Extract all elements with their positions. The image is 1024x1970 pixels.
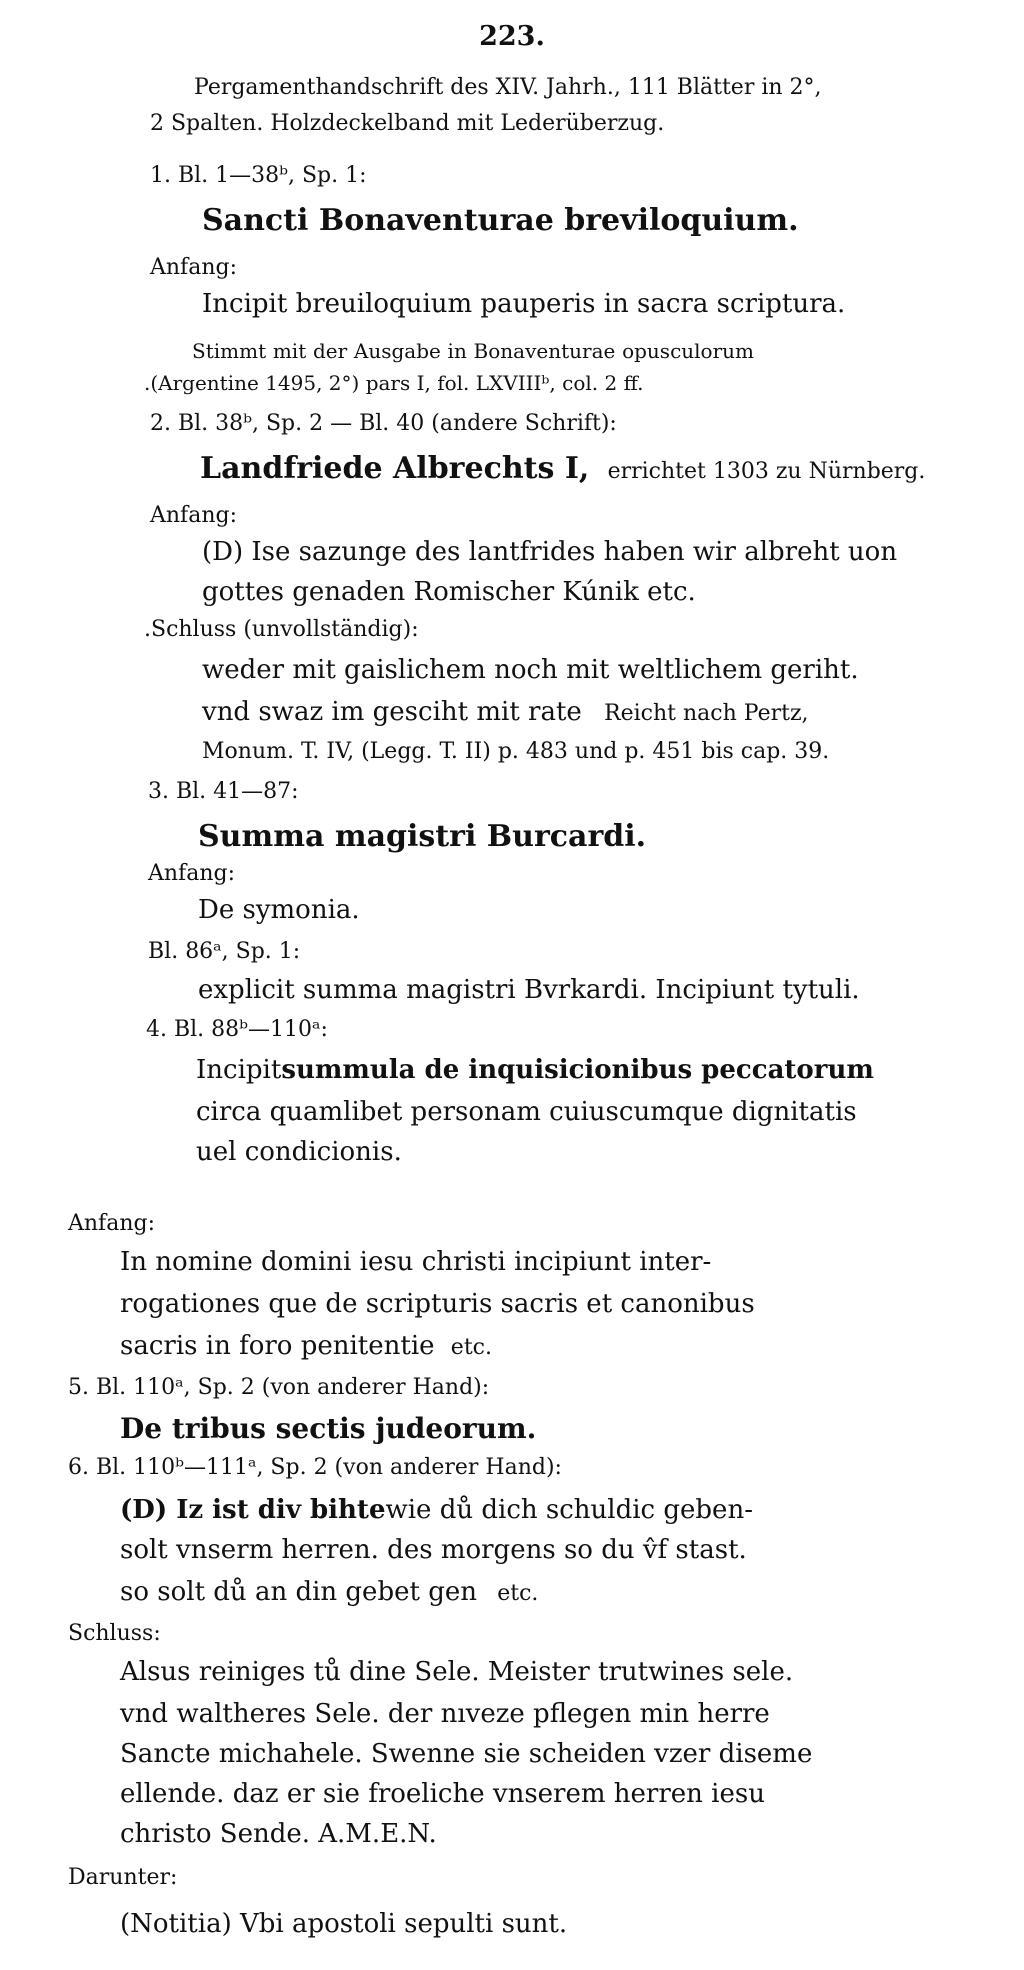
- page-number: 223.: [479, 21, 545, 52]
- item-reference: 5. Bl. 110ᵃ, Sp. 2 (von anderer Hand):: [68, 1375, 490, 1400]
- explicit-text: ellende. daz er sie froeliche vnserem herren iesu: [120, 1779, 765, 1809]
- explicit-text: vnd swaz im gesciht mit rate: [202, 697, 582, 727]
- item-title: Landfriede Albrechts I,: [200, 451, 590, 486]
- item-title-line: [200, 452, 925, 485]
- note-text: Monum. T. IV, (Legg. T. II) p. 483 und p. 451 bis cap. 39.: [202, 739, 830, 764]
- item-reference: 4. Bl. 88ᵇ—110ᵃ:: [146, 1017, 328, 1042]
- schluss-label: .Schluss (unvollständig):: [144, 617, 419, 642]
- anfang-label: Anfang:: [148, 861, 235, 886]
- incipit-text: rogationes que de scripturis sacris et canonibus: [120, 1289, 755, 1319]
- incipit-line: [196, 1055, 874, 1085]
- incipit-text: so solt dů an din gebet gen: [120, 1577, 477, 1607]
- item-title-note: errichtet 1303 zu Nürnberg.: [607, 459, 926, 484]
- incipit-text: wie dů dich schuldic geben-: [385, 1495, 753, 1525]
- item-title: Summa magistri Burcardi.: [198, 819, 647, 854]
- item-reference: 1. Bl. 1—38ᵇ, Sp. 1:: [150, 163, 367, 188]
- item-title: summula de inquisicionibus peccatorum: [281, 1055, 874, 1085]
- incipit-text: circa quamlibet personam cuiuscumque dignitatis: [196, 1097, 857, 1127]
- item-reference: 2. Bl. 38ᵇ, Sp. 2 — Bl. 40 (andere Schrift):: [150, 411, 617, 436]
- note-text: Stimmt mit der Ausgabe in Bonaventurae opusculorum: [192, 339, 754, 363]
- anfang-label: Anfang:: [68, 1211, 155, 1236]
- explicit-text: Sancte michahele. Swenne sie scheiden vzer diseme: [120, 1739, 813, 1769]
- explicit-text: weder mit gaislichem noch mit weltlichem geriht.: [202, 655, 859, 685]
- incipit-text: gottes genaden Romischer Kúnik etc.: [202, 577, 696, 607]
- item-title: Sancti Bonaventurae breviloquium.: [202, 203, 799, 238]
- incipit-line: [120, 1578, 538, 1607]
- darunter-text: (Notitia) Vbi apostoli sepulti sunt.: [120, 1909, 568, 1939]
- item-reference: 3. Bl. 41—87:: [148, 779, 299, 804]
- anfang-label: Anfang:: [150, 255, 237, 280]
- explicit-text: Alsus reiniges tů dine Sele. Meister trutwines sele.: [120, 1657, 794, 1687]
- incipit-text: Incipit: [196, 1055, 282, 1085]
- darunter-label: Darunter:: [68, 1865, 178, 1890]
- incipit-text: (D) Ise sazunge des lantfrides haben wir albreht uon: [202, 537, 898, 567]
- incipit-text: Incipit breuiloquium pauperis in sacra scriptura.: [202, 289, 846, 319]
- etc-text: etc.: [450, 1335, 492, 1360]
- incipit-text: solt vnserm herren. des morgens so du v̂f stast.: [120, 1535, 747, 1565]
- anfang-label: Anfang:: [150, 503, 237, 528]
- note-text: Reicht nach Pertz,: [604, 701, 809, 726]
- explicit-text: christo Sende. A.M.E.N.: [120, 1819, 437, 1849]
- description-line: Pergamenthandschrift des XIV. Jahrh., 111 Blätter in 2°,: [194, 75, 822, 100]
- incipit-line: [120, 1495, 753, 1525]
- incipit-text: uel condicionis.: [196, 1137, 402, 1167]
- explicit-text: vnd waltheres Sele. der nıveze pflegen min herre: [120, 1699, 770, 1729]
- etc-text: etc.: [497, 1581, 539, 1606]
- schluss-label: Schluss:: [68, 1621, 161, 1646]
- item-title: De tribus sectis judeorum.: [120, 1412, 537, 1445]
- incipit-text: sacris in foro penitentie: [120, 1331, 435, 1361]
- explicit-text-line: [202, 698, 809, 727]
- explicit-text: explicit summa magistri Bvrkardi. Incipiunt tytuli.: [198, 975, 860, 1005]
- incipit-text: In nomine domini iesu christi incipiunt inter-: [120, 1247, 712, 1277]
- item-reference: Bl. 86ᵃ, Sp. 1:: [148, 939, 301, 964]
- incipit-line: [120, 1332, 492, 1361]
- incipit-text: De symonia.: [198, 895, 360, 925]
- note-text: .(Argentine 1495, 2°) pars I, fol. LXVIIIᵇ, col. 2 ff.: [144, 371, 644, 395]
- item-reference: 6. Bl. 110ᵇ—111ᵃ, Sp. 2 (von anderer Hand):: [68, 1455, 562, 1480]
- description-line: 2 Spalten. Holzdeckelband mit Lederüberzug.: [150, 111, 665, 136]
- item-title: (D) Iz ist div bihte: [120, 1495, 386, 1525]
